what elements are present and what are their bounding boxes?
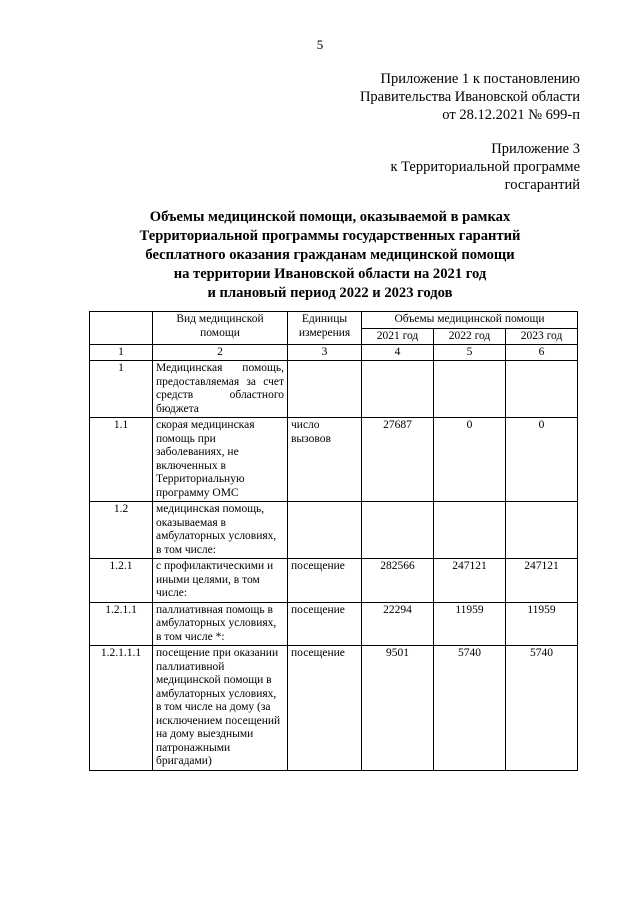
header-year-2022: 2022 год xyxy=(434,328,506,345)
row-unit: посещение xyxy=(288,559,362,603)
appendix-3-header xyxy=(390,140,580,194)
row-number: 1.2.1.1 xyxy=(90,602,153,646)
row-number: 1 xyxy=(90,361,153,418)
appendix-3-line-3: госгарантий xyxy=(504,177,580,193)
document-title xyxy=(110,208,550,303)
appendix-3-line-2: к Территориальной программе xyxy=(390,159,580,175)
title-line: Территориальной программы государственных гарантий xyxy=(139,228,521,244)
medical-care-volumes-table xyxy=(89,311,578,771)
column-number: 4 xyxy=(362,345,434,361)
appendix-1-line-2: Правительства Ивановской области xyxy=(359,89,580,105)
table-row xyxy=(90,646,578,771)
page-number: 5 xyxy=(316,37,324,52)
column-number: 2 xyxy=(153,345,288,361)
row-value-2023: 0 xyxy=(506,418,578,502)
row-value-2022 xyxy=(434,361,506,418)
table-header-row xyxy=(90,312,578,329)
column-number: 6 xyxy=(506,345,578,361)
row-value-2023 xyxy=(506,502,578,559)
appendix-3-line-1: Приложение 3 xyxy=(491,141,580,157)
row-unit: посещение xyxy=(288,646,362,771)
row-unit: посещение xyxy=(288,602,362,646)
row-care-type: скорая медицинская помощь при заболеваниях, не включенных в Территориальную программу ОМС xyxy=(153,418,288,502)
appendix-1-header xyxy=(360,70,580,124)
title-line: и плановый период 2022 и 2023 годов xyxy=(207,285,453,301)
row-number: 1.1 xyxy=(90,418,153,502)
column-number-row xyxy=(90,345,578,361)
row-unit: число вызовов xyxy=(288,418,362,502)
row-number: 1.2.1 xyxy=(90,559,153,603)
table-row xyxy=(90,559,578,603)
row-value-2023: 11959 xyxy=(506,602,578,646)
table-row xyxy=(90,361,578,418)
row-value-2023: 5740 xyxy=(506,646,578,771)
header-year-2021: 2021 год xyxy=(362,328,434,345)
row-value-2021: 27687 xyxy=(362,418,434,502)
row-value-2021 xyxy=(362,361,434,418)
column-number: 1 xyxy=(90,345,153,361)
row-care-type: посещение при оказании паллиативной медицинской помощи в амбулаторных условиях, в том числе на дому (за исключением посещений на дому выездными патронажными бригадами) xyxy=(153,646,288,771)
row-value-2022 xyxy=(434,502,506,559)
table-row xyxy=(90,502,578,559)
appendix-1-line-1: Приложение 1 к постановлению xyxy=(380,71,580,87)
row-value-2021: 22294 xyxy=(362,602,434,646)
title-line: Объемы медицинской помощи, оказываемой в рамках xyxy=(149,209,511,225)
row-value-2022: 0 xyxy=(434,418,506,502)
header-empty-cell xyxy=(90,312,153,345)
title-line: на территории Ивановской области на 2021 год xyxy=(173,266,487,282)
column-number: 3 xyxy=(288,345,362,361)
row-value-2021 xyxy=(362,502,434,559)
column-number: 5 xyxy=(434,345,506,361)
title-line: бесплатного оказания гражданам медицинской помощи xyxy=(145,247,515,263)
row-number: 1.2.1.1.1 xyxy=(90,646,153,771)
header-unit: Единицы измерения xyxy=(288,312,362,345)
row-value-2022: 11959 xyxy=(434,602,506,646)
row-number: 1.2 xyxy=(90,502,153,559)
header-year-2023: 2023 год xyxy=(506,328,578,345)
row-value-2022: 247121 xyxy=(434,559,506,603)
table-row xyxy=(90,418,578,502)
row-unit xyxy=(288,361,362,418)
row-care-type: паллиативная помощь в амбулаторных условиях, в том числе *: xyxy=(153,602,288,646)
row-value-2021: 282566 xyxy=(362,559,434,603)
row-care-type: с профилактическими и иными целями, в том числе: xyxy=(153,559,288,603)
row-unit xyxy=(288,502,362,559)
row-value-2021: 9501 xyxy=(362,646,434,771)
appendix-1-line-3: от 28.12.2021 № 699-п xyxy=(442,107,580,123)
row-care-type: Медицинская помощь, предоставляемая за счет средств областного бюджета xyxy=(153,361,288,418)
row-value-2022: 5740 xyxy=(434,646,506,771)
header-type: Вид медицинской помощи xyxy=(153,312,288,345)
header-volumes: Объемы медицинской помощи xyxy=(362,312,578,329)
row-value-2023: 247121 xyxy=(506,559,578,603)
table-row xyxy=(90,602,578,646)
row-value-2023 xyxy=(506,361,578,418)
row-care-type: медицинская помощь, оказываемая в амбулаторных условиях, в том числе: xyxy=(153,502,288,559)
